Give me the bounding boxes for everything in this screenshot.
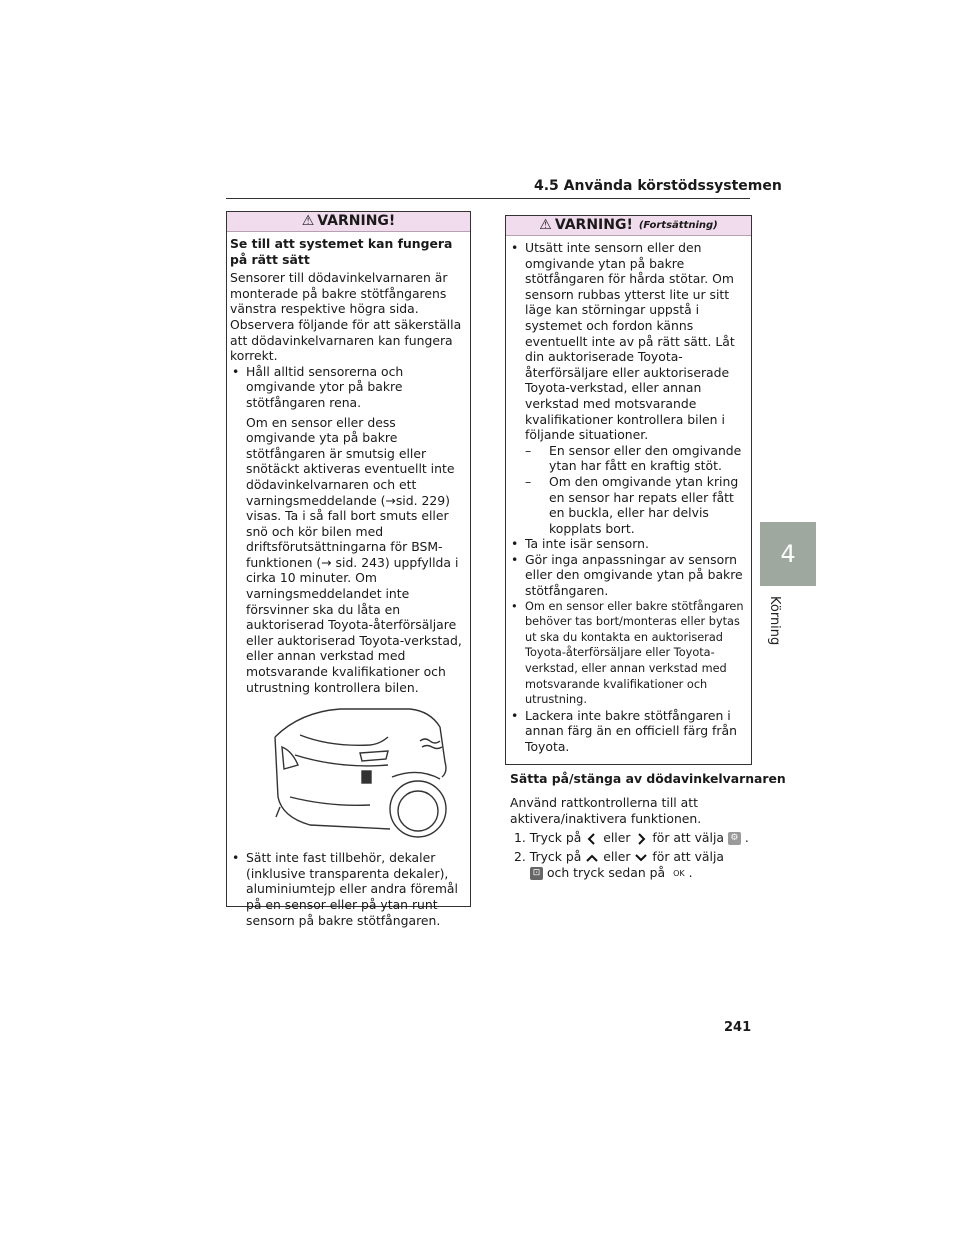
warning-title: VARNING! bbox=[554, 216, 633, 233]
dash-scratched: – Om den omgivande ytan kring en sensor har repats eller fått en buckla, eller har delvis kopplats bort. bbox=[525, 474, 745, 536]
step-2-cont: ⊡ och tryck sedan på OK . bbox=[530, 865, 693, 881]
bullet-no-paint: • Lackera inte bakre stötfångaren i annan färg än en officiell färg från Toyota. bbox=[509, 708, 745, 755]
warning-box-right bbox=[505, 215, 752, 765]
warning-triangle-icon: ⚠ bbox=[539, 216, 552, 233]
warning-triangle-icon: ⚠ bbox=[301, 212, 315, 229]
warning-header-cont bbox=[506, 216, 751, 236]
bullet-keep-clean-detail: Om en sensor eller dess omgivande yta på bakre stötfångaren är smutsig eller snötäckt aktiveras eventuellt inte dödavinkelvarnaren och ett varningsmeddelande (→sid. 229) visas. Ta i så fall bort smuts eller snö och kör bilen med driftsförutsättningarna för BSM-funktionen (→ sid. 243) uppfyllda i cirka 10 minuter. Om varningsmeddelandet inte försvinner ska du låta en auktoriserad Toyota-återförsäljare eller auktoriserad Toyota-verkstad, eller annan verkstad med motsvarande kvalifikationer och utrustning kontrollera bilen. bbox=[246, 414, 462, 695]
bsm-icon: ⊡ bbox=[530, 867, 543, 880]
warning-body bbox=[227, 232, 470, 928]
warning-body-cont bbox=[506, 236, 751, 755]
bullet-no-accessories: • Sätt inte fast tillbehör, dekaler (inklusive transparenta dekaler), aluminiumtejp eller andra föremål på en sensor eller på ytan runt sensorn på bakre stötfångaren. bbox=[230, 850, 464, 928]
chapter-label: Körning bbox=[767, 596, 782, 646]
chevron-up-icon bbox=[585, 852, 599, 864]
chapter-tab: 4 bbox=[760, 522, 816, 586]
section-text: Använd rattkontrollerna till att aktivera/inaktivera funktionen. bbox=[510, 795, 702, 826]
section-title: Sätta på/stänga av dödavinkelvarnaren bbox=[510, 771, 786, 786]
dash-impact: – En sensor eller den omgivande ytan har fått en kraftig stöt. bbox=[525, 443, 745, 474]
bullet-replacement: • Om en sensor eller bakre stötfångaren behöver tas bort/monteras eller bytas ut ska du kontakta en auktoriserad Toyota-återförsäljare eller Toyota-verkstad, eller annan verkstad med motsvarande kvalifikationer och utrustning. bbox=[509, 599, 745, 708]
bullet-keep-clean: • Håll alltid sensorerna och omgivande ytor på bakre stötfångaren rena. bbox=[230, 364, 464, 411]
warning-continued: (Fortsättning) bbox=[638, 219, 718, 231]
warning-box-left bbox=[226, 211, 471, 928]
warning-header bbox=[227, 212, 470, 232]
settings-icon: ⚙ bbox=[728, 832, 741, 845]
page-number: 241 bbox=[724, 1020, 752, 1035]
warning-title: VARNING! bbox=[317, 212, 396, 229]
chevron-right-icon bbox=[634, 832, 648, 846]
header-title: 4.5 Använda körstödssystemen bbox=[534, 178, 782, 194]
bullet-no-modifications: • Gör inga anpassningar av sensorn eller den omgivande ytan på bakre stötfångaren. bbox=[509, 552, 745, 599]
car-rear-illustration bbox=[270, 707, 460, 842]
header-rule bbox=[226, 198, 750, 199]
bullet-no-disassembly: • Ta inte isär sensorn. bbox=[509, 536, 745, 552]
bullet-no-impact: • Utsätt inte sensorn eller den omgivande ytan på bakre stötfångaren för hårda stötar. Om sensorn rubbas ytterst lite ur sitt läge kan störningar uppstå i systemet och fordon känns eventuellt inte av på rätt sätt. Låt din auktoriserade Toyota-återförsäljare eller auktoriserade Toyota-verkstad, eller annan verkstad med motsvarande kvalifikationer kontrollera bilen i följande situationer. bbox=[509, 240, 745, 443]
warning-intro: Sensorer till dödavinkelvarnaren är monterade på bakre stötfångarens vänstra respektive högra sida. Observera följande för att säkerställa att dödavinkelvarnaren kan fungera korrekt. bbox=[230, 270, 462, 364]
ok-icon: OK bbox=[673, 868, 685, 878]
step-1: 1. Tryck på eller för att välja ⚙ . bbox=[514, 830, 749, 845]
warning-subheading: Se till att systemet kan fungera på rätt sätt bbox=[230, 236, 453, 267]
chevron-left-icon bbox=[585, 832, 599, 846]
step-2: 2. Tryck på eller för att välja bbox=[514, 849, 725, 864]
chevron-down-icon bbox=[634, 852, 648, 864]
